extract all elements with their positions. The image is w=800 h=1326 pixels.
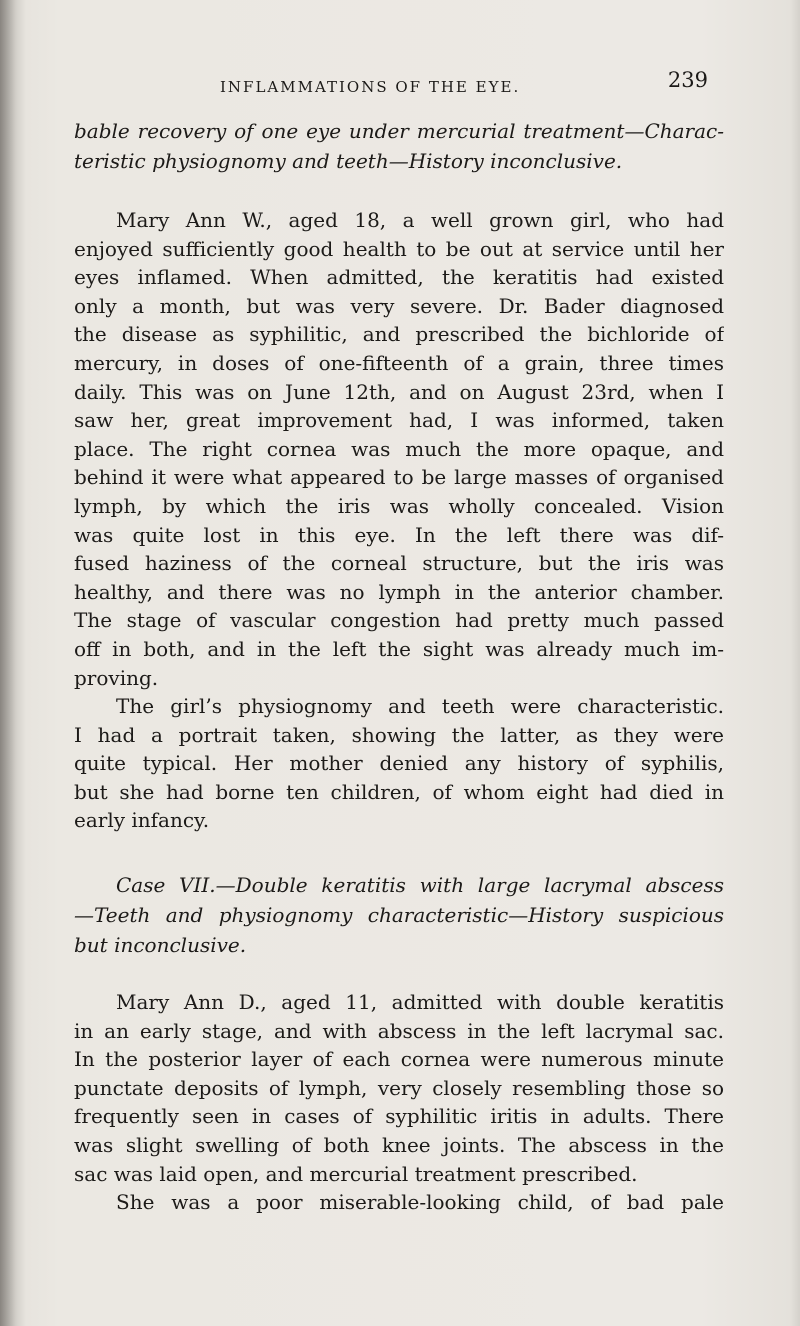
- paragraph-line: the disease as syphilitic, and prescribed the bichloride of: [74, 322, 724, 347]
- paragraph-line: In the posterior layer of each cornea were numerous minute: [74, 1047, 724, 1072]
- paragraph-line: lymph, by which the iris was wholly concealed. Vision: [74, 493, 724, 518]
- paragraph-line: sac was laid open, and mercurial treatment prescribed.: [74, 1161, 638, 1186]
- case-vi-heading: [74, 116, 724, 176]
- paragraph-line: The girl’s physiognomy and teeth were characteristic.: [116, 694, 724, 719]
- case-vi-paragraph-2: [74, 692, 724, 835]
- paragraph-line: proving.: [74, 665, 159, 690]
- case-vii-paragraph-2: [74, 1188, 724, 1217]
- paragraph-line: quite typical. Her mother denied any history of syphilis,: [74, 751, 724, 776]
- case-vii-paragraph-1: [74, 988, 724, 1188]
- paragraph-line: punctate deposits of lymph, very closely resembling those so: [74, 1075, 724, 1100]
- paragraph-line: I had a portrait taken, showing the latter, as they were: [74, 722, 724, 747]
- paragraph-line: healthy, and there was no lymph in the anterior chamber.: [74, 579, 724, 604]
- heading-line: Case VII.—Double keratitis with large lacrymal abscess: [116, 873, 724, 898]
- paragraph-line: mercury, in doses of one-fifteenth of a grain, three times: [74, 350, 724, 375]
- paragraph-line: only a month, but was very severe. Dr. Bader diagnosed: [74, 293, 724, 318]
- paragraph-line: fused haziness of the corneal structure, but the iris was: [74, 551, 724, 576]
- paragraph-line: place. The right cornea was much the more opaque, and: [74, 436, 724, 461]
- paragraph-line: was quite lost in this eye. In the left there was dif-: [74, 522, 724, 547]
- paragraph-line: saw her, great improvement had, I was informed, taken: [74, 408, 724, 433]
- case-vii-heading: [74, 870, 724, 960]
- paragraph-line: The stage of vascular congestion had pretty much passed: [74, 608, 724, 633]
- heading-line: teristic physiognomy and teeth—History inconclusive.: [74, 149, 623, 173]
- text-block: [74, 116, 724, 1217]
- paragraph-line: early infancy.: [74, 808, 210, 833]
- paragraph-line: Mary Ann D., aged 11, admitted with double keratitis: [116, 990, 724, 1015]
- paragraph-line: was slight swelling of both knee joints. The abscess in the: [74, 1133, 724, 1158]
- heading-line: —Teeth and physiognomy characteristic—History suspicious: [74, 903, 724, 928]
- paragraph-line: daily. This was on June 12th, and on August 23rd, when I: [74, 379, 724, 404]
- heading-line: but inconclusive.: [74, 933, 247, 958]
- paragraph-line: in an early stage, and with abscess in the left lacrymal sac.: [74, 1018, 724, 1043]
- paragraph-line: She was a poor miserable-looking child, of bad pale: [116, 1190, 724, 1215]
- paragraph-line: but she had borne ten children, of whom eight had died in: [74, 779, 724, 804]
- heading-line: bable recovery of one eye under mercurial treatment—Charac-: [74, 119, 724, 143]
- paragraph-line: off in both, and in the left the sight was already much im-: [74, 636, 724, 661]
- case-vi-paragraph-1: [74, 206, 724, 692]
- binding-shadow: [0, 0, 26, 1326]
- paragraph-line: behind it were what appeared to be large masses of organised: [74, 465, 724, 490]
- paragraph-line: Mary Ann W., aged 18, a well grown girl, who had: [116, 208, 724, 232]
- page-number: 239: [667, 68, 708, 92]
- paragraph-line: eyes inflamed. When admitted, the keratitis had existed: [74, 265, 724, 290]
- paragraph-line: enjoyed sufficiently good health to be out at service until her: [74, 236, 724, 261]
- paragraph-line: frequently seen in cases of syphilitic iritis in adults. There: [74, 1104, 724, 1129]
- running-head: INFLAMMATIONS OF THE EYE.: [220, 78, 521, 96]
